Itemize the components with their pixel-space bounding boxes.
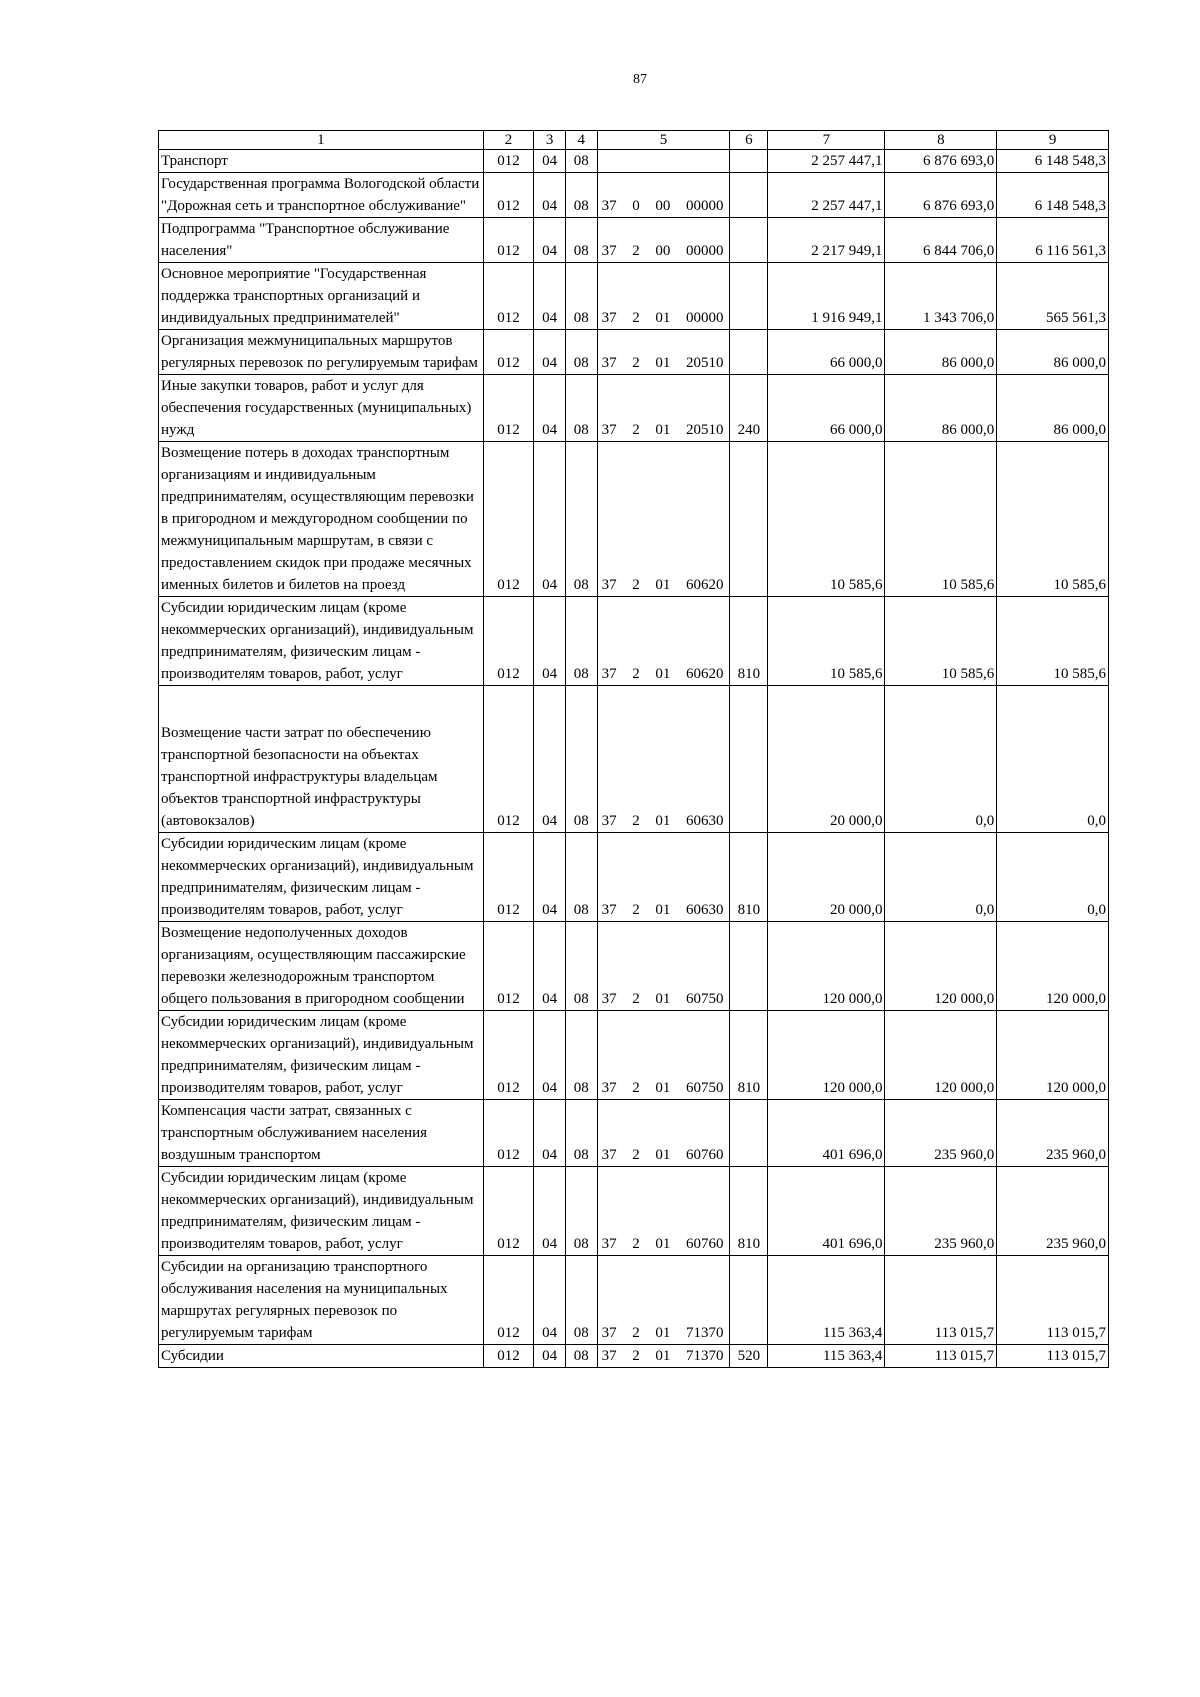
target-article-cell bbox=[597, 833, 730, 922]
item-name-cell bbox=[159, 922, 484, 1011]
expense-type-cell: 810 bbox=[730, 1167, 768, 1256]
table-row bbox=[159, 375, 1109, 442]
ministry-code-cell: 012 bbox=[483, 218, 534, 263]
amount-cell: 66 000,0 bbox=[768, 330, 885, 375]
header-cell: 2 bbox=[483, 131, 534, 150]
target-article-part: 2 bbox=[632, 1348, 640, 1364]
amount-cell: 115 363,4 bbox=[768, 1345, 885, 1368]
amount-cell: 10 585,6 bbox=[997, 597, 1109, 686]
header-cell: 6 bbox=[730, 131, 768, 150]
table-row bbox=[159, 597, 1109, 686]
target-article-part: 37 bbox=[601, 577, 617, 593]
amount-cell: 86 000,0 bbox=[997, 330, 1109, 375]
section-code-cell: 04 bbox=[534, 1011, 566, 1100]
amount-cell: 0,0 bbox=[997, 686, 1109, 833]
target-article-code bbox=[600, 352, 728, 374]
target-article-part: 01 bbox=[655, 1147, 671, 1163]
target-article-code bbox=[600, 1322, 728, 1344]
target-article-cell bbox=[597, 150, 730, 173]
section-code-cell: 04 bbox=[534, 1256, 566, 1345]
target-article-part: 37 bbox=[601, 422, 617, 438]
target-article-code bbox=[600, 574, 728, 596]
amount-cell: 66 000,0 bbox=[768, 375, 885, 442]
target-article-part: 2 bbox=[632, 1236, 640, 1252]
target-article-part: 2 bbox=[632, 577, 640, 593]
target-article-cell bbox=[597, 218, 730, 263]
target-article-part: 37 bbox=[601, 1236, 617, 1252]
subsection-code-cell: 08 bbox=[565, 686, 597, 833]
section-code-cell: 04 bbox=[534, 1345, 566, 1368]
item-name: Субсидии юридическим лицам (кроме некоммерческих организаций), индивидуальным предпринимателям, физическим лицам - производителям товаров, работ, услуг bbox=[161, 1014, 474, 1096]
target-article-code bbox=[600, 1233, 728, 1255]
target-article-code bbox=[600, 988, 728, 1010]
ministry-code-cell: 012 bbox=[483, 1167, 534, 1256]
item-name-cell bbox=[159, 173, 484, 218]
table-row bbox=[159, 1256, 1109, 1345]
header-cell: 4 bbox=[565, 131, 597, 150]
target-article-part: 60620 bbox=[685, 666, 724, 682]
subsection-code-cell: 08 bbox=[565, 1100, 597, 1167]
target-article-part: 01 bbox=[655, 1325, 671, 1341]
target-article-part: 01 bbox=[655, 1236, 671, 1252]
target-article-code bbox=[600, 1077, 728, 1099]
section-code-cell: 04 bbox=[534, 686, 566, 833]
item-name: Возмещение потерь в доходах транспортным организациям и индивидуальным предпринимателям, осуществляющим перевозки в пригородном и междугородном сообщении по межмуниципальным маршрутам, в связи с предоставлением скидок при продаже месячных именных билетов и билетов на проезд bbox=[161, 445, 474, 593]
target-article-cell bbox=[597, 1256, 730, 1345]
target-article-part: 01 bbox=[655, 1080, 671, 1096]
amount-cell: 565 561,3 bbox=[997, 263, 1109, 330]
target-article-part: 2 bbox=[632, 310, 640, 326]
target-article-cell bbox=[597, 442, 730, 597]
target-article-part: 60620 bbox=[685, 577, 724, 593]
target-article-part: 37 bbox=[601, 1080, 617, 1096]
amount-cell: 113 015,7 bbox=[997, 1345, 1109, 1368]
target-article-part: 37 bbox=[601, 991, 617, 1007]
expense-type-cell: 520 bbox=[730, 1345, 768, 1368]
item-name-cell bbox=[159, 1167, 484, 1256]
target-article-cell bbox=[597, 173, 730, 218]
amount-cell: 86 000,0 bbox=[997, 375, 1109, 442]
table-row bbox=[159, 833, 1109, 922]
expense-type-cell bbox=[730, 330, 768, 375]
subsection-code-cell: 08 bbox=[565, 218, 597, 263]
amount-cell: 120 000,0 bbox=[997, 922, 1109, 1011]
amount-cell: 235 960,0 bbox=[997, 1100, 1109, 1167]
target-article-part: 00 bbox=[655, 243, 671, 259]
target-article-cell bbox=[597, 1011, 730, 1100]
item-name: Подпрограмма "Транспортное обслуживание населения" bbox=[161, 221, 450, 259]
target-article-part: 60760 bbox=[685, 1147, 724, 1163]
target-article-code bbox=[600, 810, 728, 832]
expense-type-cell: 810 bbox=[730, 1011, 768, 1100]
item-name-cell bbox=[159, 1100, 484, 1167]
item-name: Иные закупки товаров, работ и услуг для обеспечения государственных (муниципальных) нужд bbox=[161, 378, 472, 438]
header-cell: 5 bbox=[597, 131, 730, 150]
ministry-code-cell: 012 bbox=[483, 597, 534, 686]
target-article-cell bbox=[597, 330, 730, 375]
target-article-part: 71370 bbox=[685, 1348, 724, 1364]
expense-type-cell bbox=[730, 1256, 768, 1345]
ministry-code-cell: 012 bbox=[483, 263, 534, 330]
section-code-cell: 04 bbox=[534, 218, 566, 263]
subsection-code-cell: 08 bbox=[565, 442, 597, 597]
target-article-part: 20510 bbox=[685, 355, 724, 371]
target-article-part: 00000 bbox=[685, 198, 724, 214]
amount-cell: 6 876 693,0 bbox=[885, 173, 997, 218]
subsection-code-cell: 08 bbox=[565, 330, 597, 375]
item-name: Субсидии bbox=[161, 1348, 224, 1364]
amount-cell: 10 585,6 bbox=[885, 597, 997, 686]
target-article-part: 60760 bbox=[685, 1236, 724, 1252]
item-name-cell bbox=[159, 218, 484, 263]
amount-cell: 2 257 447,1 bbox=[768, 150, 885, 173]
amount-cell: 2 217 949,1 bbox=[768, 218, 885, 263]
amount-cell: 113 015,7 bbox=[997, 1256, 1109, 1345]
spacer bbox=[161, 686, 481, 722]
table-row bbox=[159, 330, 1109, 375]
amount-cell: 10 585,6 bbox=[768, 442, 885, 597]
section-code-cell: 04 bbox=[534, 173, 566, 218]
subsection-code-cell: 08 bbox=[565, 375, 597, 442]
item-name-cell bbox=[159, 833, 484, 922]
subsection-code-cell: 08 bbox=[565, 833, 597, 922]
table-row bbox=[159, 442, 1109, 597]
subsection-code-cell: 08 bbox=[565, 150, 597, 173]
subsection-code-cell: 08 bbox=[565, 263, 597, 330]
target-article-part: 01 bbox=[655, 666, 671, 682]
target-article-part: 60630 bbox=[685, 813, 724, 829]
expense-type-cell bbox=[730, 686, 768, 833]
target-article-cell bbox=[597, 597, 730, 686]
amount-cell: 401 696,0 bbox=[768, 1167, 885, 1256]
amount-cell: 120 000,0 bbox=[768, 1011, 885, 1100]
subsection-code-cell: 08 bbox=[565, 1256, 597, 1345]
target-article-part: 01 bbox=[655, 310, 671, 326]
section-code-cell: 04 bbox=[534, 833, 566, 922]
ministry-code-cell: 012 bbox=[483, 1011, 534, 1100]
amount-cell: 6 876 693,0 bbox=[885, 150, 997, 173]
amount-cell: 113 015,7 bbox=[885, 1256, 997, 1345]
ministry-code-cell: 012 bbox=[483, 1345, 534, 1368]
target-article-part: 01 bbox=[655, 355, 671, 371]
amount-cell: 235 960,0 bbox=[997, 1167, 1109, 1256]
table-row bbox=[159, 686, 1109, 833]
amount-cell: 86 000,0 bbox=[885, 330, 997, 375]
amount-cell: 120 000,0 bbox=[885, 1011, 997, 1100]
target-article-part: 20510 bbox=[685, 422, 724, 438]
target-article-cell bbox=[597, 1167, 730, 1256]
section-code-cell: 04 bbox=[534, 597, 566, 686]
amount-cell: 10 585,6 bbox=[997, 442, 1109, 597]
ministry-code-cell: 012 bbox=[483, 922, 534, 1011]
amount-cell: 6 844 706,0 bbox=[885, 218, 997, 263]
expense-type-cell bbox=[730, 263, 768, 330]
subsection-code-cell: 08 bbox=[565, 1345, 597, 1368]
ministry-code-cell: 012 bbox=[483, 686, 534, 833]
target-article-part: 2 bbox=[632, 902, 640, 918]
amount-cell: 120 000,0 bbox=[768, 922, 885, 1011]
target-article-part: 2 bbox=[632, 991, 640, 1007]
target-article-part: 2 bbox=[632, 355, 640, 371]
target-article-cell bbox=[597, 1345, 730, 1368]
header-cell: 9 bbox=[997, 131, 1109, 150]
subsection-code-cell: 08 bbox=[565, 173, 597, 218]
target-article-part: 37 bbox=[601, 310, 617, 326]
target-article-part: 37 bbox=[601, 666, 617, 682]
target-article-part: 2 bbox=[632, 1147, 640, 1163]
target-article-part: 00000 bbox=[685, 243, 724, 259]
item-name-cell bbox=[159, 442, 484, 597]
amount-cell: 120 000,0 bbox=[885, 922, 997, 1011]
target-article-part: 60750 bbox=[685, 1080, 724, 1096]
target-article-part: 37 bbox=[601, 902, 617, 918]
table-row bbox=[159, 173, 1109, 218]
expense-type-cell bbox=[730, 1100, 768, 1167]
target-article-part: 2 bbox=[632, 1080, 640, 1096]
expense-type-cell bbox=[730, 922, 768, 1011]
ministry-code-cell: 012 bbox=[483, 150, 534, 173]
item-name-cell bbox=[159, 1345, 484, 1368]
target-article-cell bbox=[597, 922, 730, 1011]
amount-cell: 120 000,0 bbox=[997, 1011, 1109, 1100]
header-cell: 3 bbox=[534, 131, 566, 150]
ministry-code-cell: 012 bbox=[483, 833, 534, 922]
target-article-part: 00 bbox=[655, 198, 671, 214]
target-article-part: 01 bbox=[655, 422, 671, 438]
target-article-code bbox=[600, 419, 728, 441]
amount-cell: 0,0 bbox=[885, 686, 997, 833]
expense-type-cell bbox=[730, 218, 768, 263]
amount-cell: 6 148 548,3 bbox=[997, 150, 1109, 173]
amount-cell: 0,0 bbox=[997, 833, 1109, 922]
target-article-code bbox=[600, 1144, 728, 1166]
item-name-cell bbox=[159, 375, 484, 442]
table-row bbox=[159, 922, 1109, 1011]
item-name-cell bbox=[159, 150, 484, 173]
amount-cell: 1 343 706,0 bbox=[885, 263, 997, 330]
target-article-part: 37 bbox=[601, 355, 617, 371]
item-name: Основное мероприятие "Государственная поддержка транспортных организаций и индивидуальных предпринимателей" bbox=[161, 266, 427, 326]
section-code-cell: 04 bbox=[534, 1167, 566, 1256]
target-article-code bbox=[600, 307, 728, 329]
target-article-part: 01 bbox=[655, 813, 671, 829]
target-article-cell bbox=[597, 1100, 730, 1167]
item-name-cell bbox=[159, 597, 484, 686]
item-name: Субсидии на организацию транспортного обслуживания населения на муниципальных маршрутах регулярных перевозок по регулируемым тарифам bbox=[161, 1259, 448, 1341]
target-article-cell bbox=[597, 263, 730, 330]
target-article-part: 37 bbox=[601, 1348, 617, 1364]
amount-cell: 113 015,7 bbox=[885, 1345, 997, 1368]
target-article-code bbox=[600, 899, 728, 921]
page-number: 87 bbox=[633, 72, 647, 87]
table-row bbox=[159, 218, 1109, 263]
subsection-code-cell: 08 bbox=[565, 1167, 597, 1256]
item-name: Субсидии юридическим лицам (кроме некоммерческих организаций), индивидуальным предпринимателям, физическим лицам - производителям товаров, работ, услуг bbox=[161, 836, 474, 918]
target-article-code bbox=[600, 663, 728, 685]
amount-cell: 86 000,0 bbox=[885, 375, 997, 442]
amount-cell: 0,0 bbox=[885, 833, 997, 922]
table-row bbox=[159, 1345, 1109, 1368]
header-cell: 1 bbox=[159, 131, 484, 150]
target-article-code bbox=[600, 195, 728, 217]
target-article-code bbox=[600, 1345, 728, 1367]
target-article-part: 2 bbox=[632, 813, 640, 829]
subsection-code-cell: 08 bbox=[565, 922, 597, 1011]
subsection-code-cell: 08 bbox=[565, 1011, 597, 1100]
table-row bbox=[159, 263, 1109, 330]
item-name: Субсидии юридическим лицам (кроме некоммерческих организаций), индивидуальным предпринимателям, физическим лицам - производителям товаров, работ, услуг bbox=[161, 1170, 474, 1252]
expense-type-cell: 240 bbox=[730, 375, 768, 442]
budget-table bbox=[158, 130, 1109, 1368]
target-article-part: 60630 bbox=[685, 902, 724, 918]
item-name: Транспорт bbox=[161, 153, 228, 169]
amount-cell: 235 960,0 bbox=[885, 1167, 997, 1256]
amount-cell: 2 257 447,1 bbox=[768, 173, 885, 218]
table-row bbox=[159, 1167, 1109, 1256]
ministry-code-cell: 012 bbox=[483, 1100, 534, 1167]
target-article-part: 37 bbox=[601, 243, 617, 259]
target-article-cell bbox=[597, 375, 730, 442]
ministry-code-cell: 012 bbox=[483, 442, 534, 597]
section-code-cell: 04 bbox=[534, 442, 566, 597]
target-article-code bbox=[600, 240, 728, 262]
section-code-cell: 04 bbox=[534, 922, 566, 1011]
target-article-part: 37 bbox=[601, 813, 617, 829]
amount-cell: 401 696,0 bbox=[768, 1100, 885, 1167]
ministry-code-cell: 012 bbox=[483, 375, 534, 442]
table-row bbox=[159, 1100, 1109, 1167]
target-article-part: 37 bbox=[601, 198, 617, 214]
section-code-cell: 04 bbox=[534, 150, 566, 173]
amount-cell: 10 585,6 bbox=[885, 442, 997, 597]
section-code-cell: 04 bbox=[534, 375, 566, 442]
target-article-part: 2 bbox=[632, 666, 640, 682]
expense-type-cell: 810 bbox=[730, 597, 768, 686]
target-article-part: 01 bbox=[655, 991, 671, 1007]
amount-cell: 20 000,0 bbox=[768, 833, 885, 922]
amount-cell: 235 960,0 bbox=[885, 1100, 997, 1167]
item-name: Возмещение недополученных доходов организациям, осуществляющим пассажирские перевозки железнодорожным транспортом общего пользования в пригородном сообщении bbox=[161, 925, 466, 1007]
section-code-cell: 04 bbox=[534, 263, 566, 330]
ministry-code-cell: 012 bbox=[483, 173, 534, 218]
amount-cell: 1 916 949,1 bbox=[768, 263, 885, 330]
item-name: Возмещение части затрат по обеспечению транспортной безопасности на объектах транспортной инфраструктуры владельцам объектов транспортной инфраструктуры (автовокзалов) bbox=[161, 725, 438, 829]
target-article-part: 01 bbox=[655, 902, 671, 918]
item-name-cell bbox=[159, 263, 484, 330]
target-article-part: 71370 bbox=[685, 1325, 724, 1341]
amount-cell: 10 585,6 bbox=[768, 597, 885, 686]
section-code-cell: 04 bbox=[534, 1100, 566, 1167]
table-row bbox=[159, 150, 1109, 173]
amount-cell: 6 116 561,3 bbox=[997, 218, 1109, 263]
header-row bbox=[159, 131, 1109, 150]
item-name-cell bbox=[159, 1256, 484, 1345]
item-name: Организация межмуниципальных маршрутов регулярных перевозок по регулируемым тарифам bbox=[161, 333, 478, 371]
item-name: Государственная программа Вологодской области "Дорожная сеть и транспортное обслуживание" bbox=[161, 176, 480, 214]
section-code-cell: 04 bbox=[534, 330, 566, 375]
target-article-part: 0 bbox=[632, 198, 640, 214]
expense-type-cell: 810 bbox=[730, 833, 768, 922]
target-article-part: 37 bbox=[601, 1325, 617, 1341]
target-article-part: 2 bbox=[632, 422, 640, 438]
expense-type-cell bbox=[730, 150, 768, 173]
item-name-cell bbox=[159, 1011, 484, 1100]
item-name-cell bbox=[159, 330, 484, 375]
target-article-part: 2 bbox=[632, 1325, 640, 1341]
expense-type-cell bbox=[730, 173, 768, 218]
target-article-part: 37 bbox=[601, 1147, 617, 1163]
target-article-part: 00000 bbox=[685, 310, 724, 326]
amount-cell: 115 363,4 bbox=[768, 1256, 885, 1345]
ministry-code-cell: 012 bbox=[483, 330, 534, 375]
target-article-part: 01 bbox=[655, 1348, 671, 1364]
table-row bbox=[159, 1011, 1109, 1100]
target-article-part: 2 bbox=[632, 243, 640, 259]
expense-type-cell bbox=[730, 442, 768, 597]
ministry-code-cell: 012 bbox=[483, 1256, 534, 1345]
target-article-part: 01 bbox=[655, 577, 671, 593]
header-cell: 7 bbox=[768, 131, 885, 150]
target-article-cell bbox=[597, 686, 730, 833]
target-article-part: 60750 bbox=[685, 991, 724, 1007]
item-name: Субсидии юридическим лицам (кроме некоммерческих организаций), индивидуальным предпринимателям, физическим лицам - производителям товаров, работ, услуг bbox=[161, 600, 474, 682]
amount-cell: 20 000,0 bbox=[768, 686, 885, 833]
subsection-code-cell: 08 bbox=[565, 597, 597, 686]
amount-cell: 6 148 548,3 bbox=[997, 173, 1109, 218]
item-name-cell bbox=[159, 686, 484, 833]
header-cell: 8 bbox=[885, 131, 997, 150]
item-name: Компенсация части затрат, связанных с транспортным обслуживанием населения воздушным транспортом bbox=[161, 1103, 428, 1163]
